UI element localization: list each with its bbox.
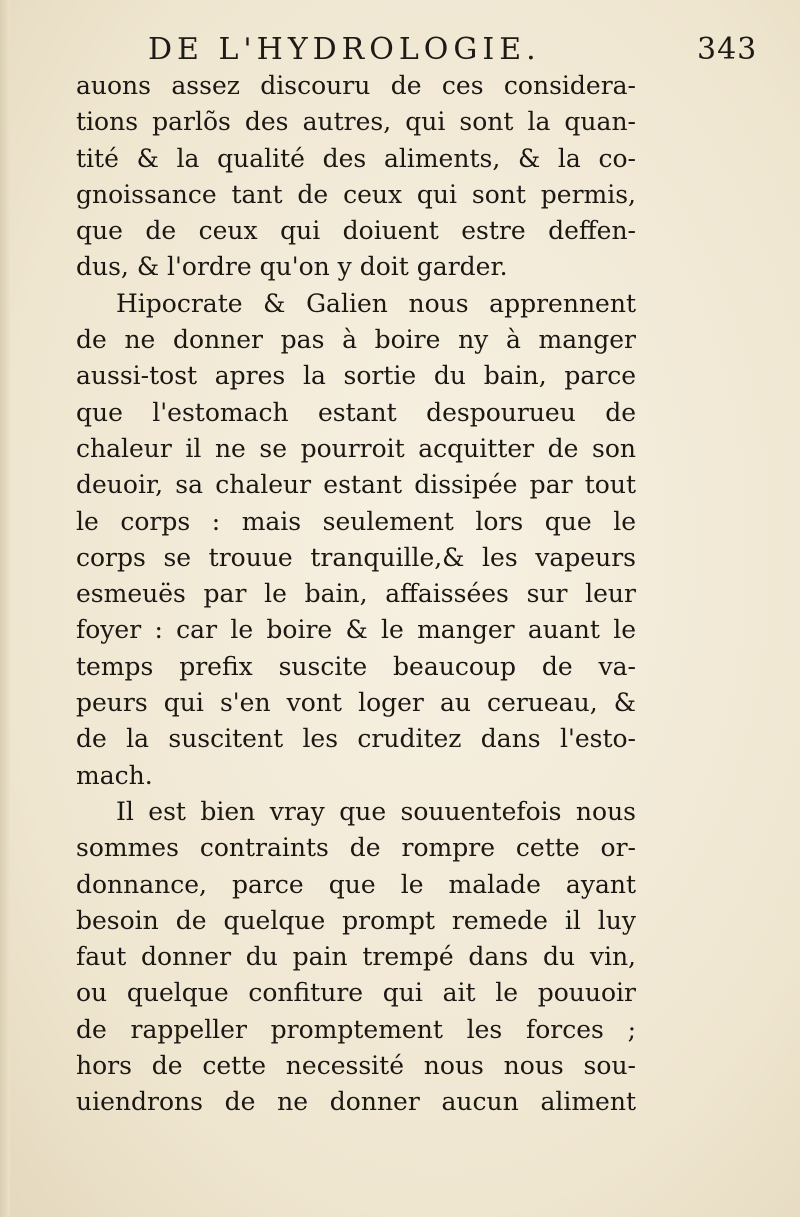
text-line: chaleur il ne se pourroit acquitter de son: [76, 433, 636, 463]
text-line: ou quelque confiture qui ait le pouuoir: [76, 978, 636, 1008]
text-line: foyer : car le boire & le manger auant le: [76, 615, 636, 645]
text-line: tité & la qualité des aliments, & la co-: [76, 143, 636, 173]
text-line: que l'estomach estant despourueu de: [76, 397, 636, 427]
text-line: de ne donner pas à boire ny à manger: [76, 325, 636, 355]
text-line: tions parlõs des autres, qui sont la quan-: [76, 107, 636, 137]
text-line: hors de cette necessité nous nous sou-: [76, 1051, 636, 1081]
text-line: le corps : mais seulement lors que le: [76, 506, 636, 536]
text-line: mach.: [76, 760, 153, 790]
text-line: gnoissance tant de ceux qui sont permis,: [76, 179, 636, 209]
text-line: besoin de quelque prompt remede il luy: [76, 905, 636, 935]
running-title: DE L'HYDROLOGIE.: [148, 32, 541, 67]
text-line: deuoir, sa chaleur estant dissipée par tout: [76, 470, 636, 500]
text-line: donnance, parce que le malade ayant: [76, 869, 636, 899]
text-line: dus, & l'ordre qu'on y doit garder.: [76, 252, 508, 282]
text-line: aussi-tost apres la sortie du bain, parce: [76, 361, 636, 391]
text-line: peurs qui s'en vont loger au cerueau, &: [76, 688, 636, 718]
page-gutter: [0, 0, 10, 1217]
text-line: auons assez discouru de ces considera-: [76, 71, 636, 100]
text-line: temps prefix suscite beaucoup de va-: [76, 651, 636, 681]
text-line: de la suscitent les cruditez dans l'esto-: [76, 724, 636, 754]
page-number: 343: [697, 32, 758, 67]
text-line: esmeuës par le bain, affaissées sur leur: [76, 579, 636, 609]
text-line: sommes contraints de rompre cette or-: [76, 833, 636, 863]
text-line: faut donner du pain trempé dans du vin,: [76, 942, 636, 972]
body-text: [76, 68, 636, 1121]
text-line: corps se trouue tranquille,& les vapeurs: [76, 542, 636, 572]
text-line: de rappeller promptement les forces ;: [76, 1014, 636, 1044]
text-line: que de ceux qui doiuent estre deffen-: [76, 216, 636, 246]
text-line: Hipocrate & Galien nous apprennent: [116, 288, 636, 318]
text-line: uiendrons de ne donner aucun aliment: [76, 1087, 636, 1117]
text-line: Il est bien vray que souuentefois nous: [116, 796, 636, 826]
